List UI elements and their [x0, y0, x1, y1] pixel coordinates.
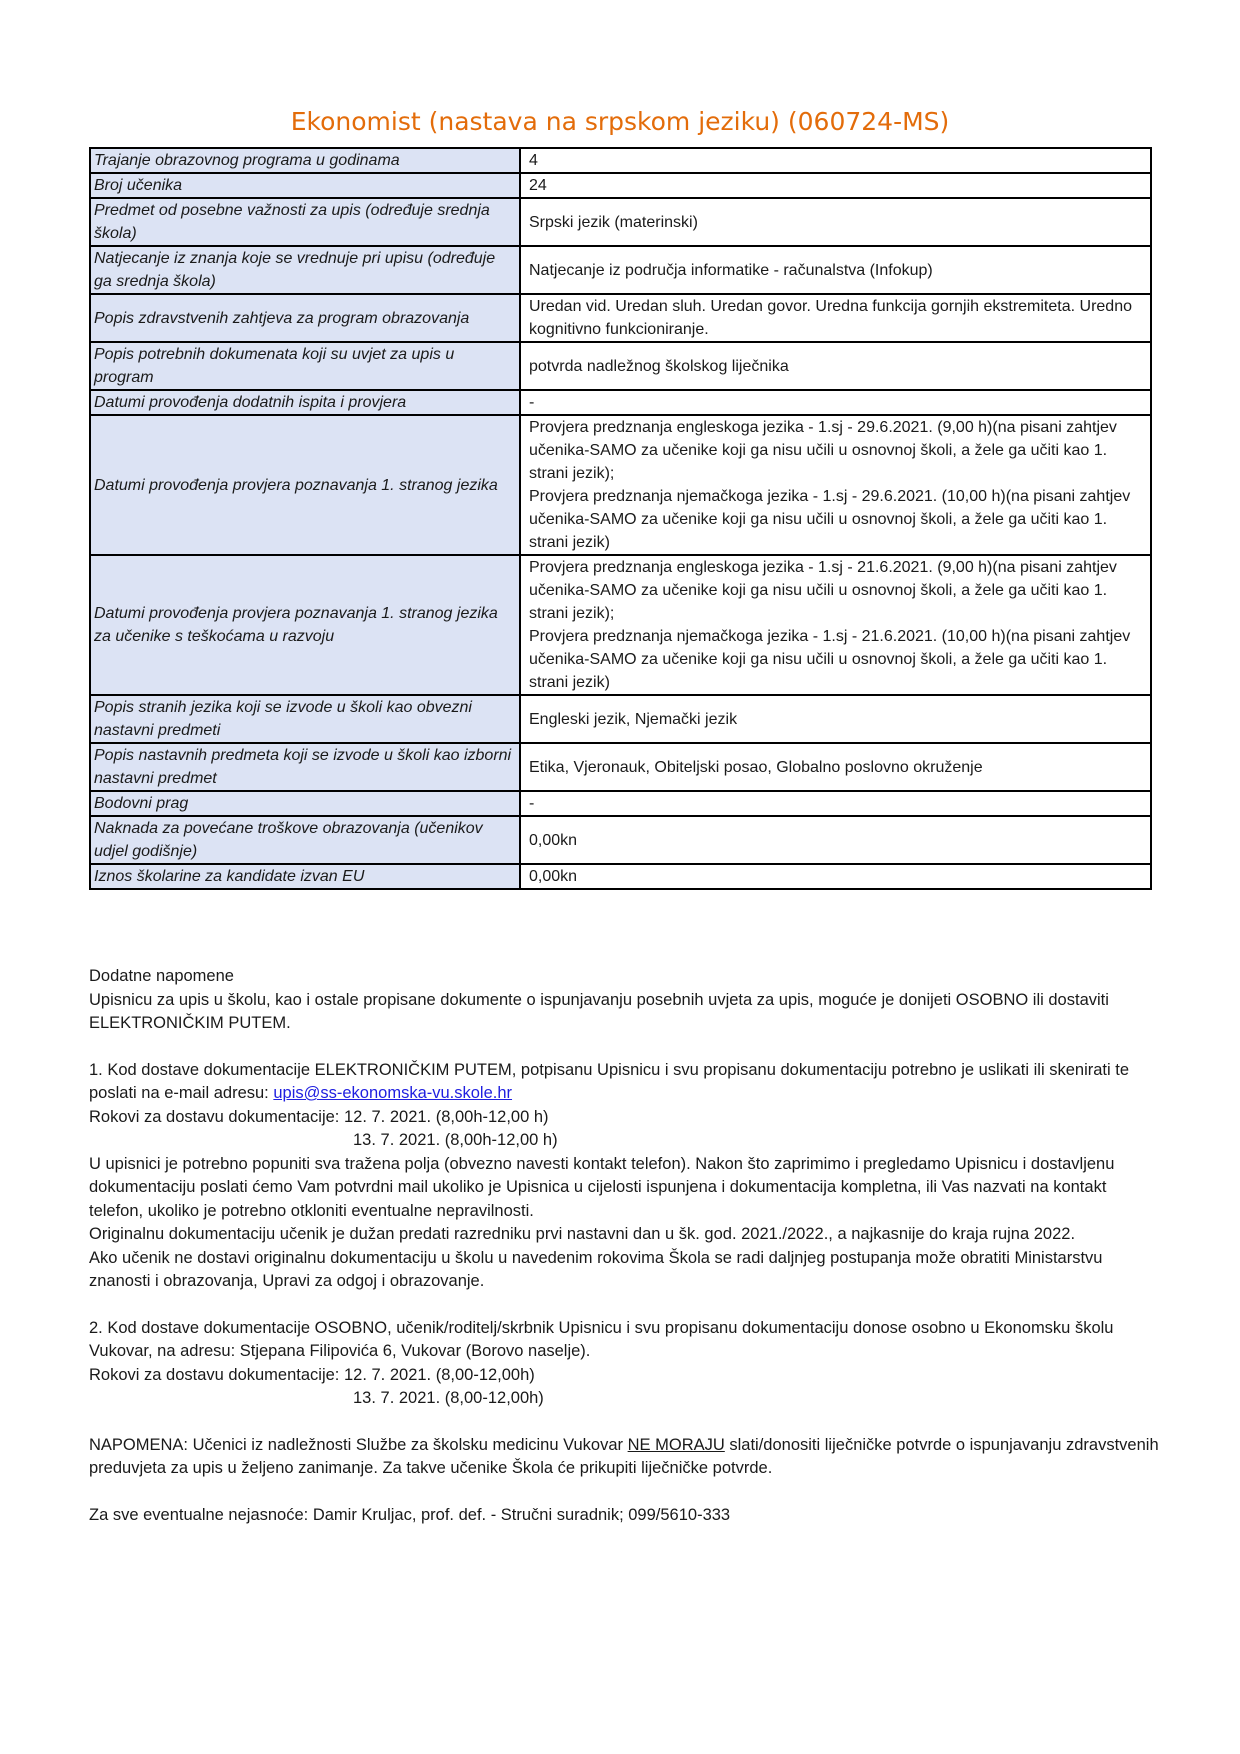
program-info-table — [89, 147, 1152, 890]
row-value — [520, 864, 1151, 889]
original-documents-note: Originalnu dokumentaciju učenik je dužan predati razredniku prvi nastavni dan u šk. god. 2021./2022., a najkasnije do kraja rujna 2022. — [89, 1225, 1076, 1243]
row-value — [520, 695, 1151, 743]
table-row — [90, 173, 1151, 198]
ministry-note: Ako učenik ne dostavi originalnu dokumentaciju u školu u navedenim rokovima Škola se radi daljnjeg postupanja može obratiti Ministarstvu znanosti i obrazovanja, Upravi za odgoj i obrazovanje. — [89, 1248, 1103, 1290]
table-row — [90, 791, 1151, 816]
row-value-text: Engleski jezik, Njemački jezik — [529, 710, 738, 728]
table-row — [90, 555, 1151, 695]
row-label: Naknada za povećane troškove obrazovanja (učenikov udjel godišnje) — [90, 816, 520, 864]
row-value-text: Provjera predznanja engleskoga jezika - 1.sj - 21.6.2021. (9,00 h)(na pisani zahtjev učenika-SAMO za učenike koji ga nisu učili u osnovnoj školi, a žele ga učiti kao 1. strani jezik); Provjera predznanja njemačkoga jezika - 1.sj - 21.6.2021. (10,00 h)(na pisani zahtjev učenika-SAMO za učenike koji ga nisu učili u osnovnoj školi, a žele ga učiti kao 1. strani jezik) — [529, 559, 1131, 691]
table-row — [90, 415, 1151, 555]
row-value — [520, 816, 1151, 864]
notes-heading: Dodatne napomene — [89, 967, 234, 985]
electronic-delivery-text: 1. Kod dostave dokumentacije ELEKTRONIČKIM PUTEM, potpisanu Upisnicu i svu propisanu dokumentaciju potrebno je uslikati ili skenirati te poslati na e-mail adresu: — [89, 1060, 1129, 1102]
row-label: Bodovni prag — [90, 791, 520, 816]
personal-deadline-2: 13. 7. 2021. (8,00-12,00h) — [353, 1389, 544, 1407]
row-value — [520, 415, 1151, 555]
row-value — [520, 294, 1151, 342]
row-value — [520, 791, 1151, 816]
row-label: Broj učenika — [90, 173, 520, 198]
row-value-text: 0,00kn — [529, 868, 578, 885]
additional-notes — [89, 965, 1159, 1527]
row-value-text: Provjera predznanja engleskoga jezika - 1.sj - 29.6.2021. (9,00 h)(na pisani zahtjev učenika-SAMO za učenike koji ga nisu učili u osnovnoj školi, a žele ga učiti kao 1. strani jezik); Provjera predznanja njemačkoga jezika - 1.sj - 29.6.2021. (10,00 h)(na pisani zahtjev učenika-SAMO za učenike koji ga nisu učili u osnovnoj školi, a žele ga učiti kao 1. strani jezik) — [529, 419, 1131, 551]
row-label: Predmet od posebne važnosti za upis (određuje srednja škola) — [90, 198, 520, 246]
row-value — [520, 173, 1151, 198]
row-value — [520, 390, 1151, 415]
email-link[interactable]: upis@ss-ekonomska-vu.skole.hr — [273, 1084, 513, 1102]
napomena-text-b: slati/donositi liječničke potvrde o ispunjavanju zdravstvenih preduvjeta za upis u željeno zanimanje. Za takve učenike Škola će prikupiti liječničke potvrde. — [89, 1435, 1159, 1477]
row-value — [520, 555, 1151, 695]
table-row — [90, 816, 1151, 864]
row-value-text: Etika, Vjeronauk, Obiteljski posao, Globalno poslovno okruženje — [529, 758, 983, 776]
row-label: Trajanje obrazovnog programa u godinama — [90, 148, 520, 173]
electronic-delivery-paragraph — [89, 1059, 1159, 1106]
row-label: Datumi provođenja provjera poznavanja 1. stranog jezika za učenike s teškoćama u razvoju — [90, 555, 520, 695]
table-row — [90, 864, 1151, 889]
row-value-text: Uredan vid. Uredan sluh. Uredan govor. Uredna funkcija gornjih ekstremiteta. Uredno kognitivno funkcioniranje. — [529, 298, 1132, 338]
personal-delivery-paragraph: 2. Kod dostave dokumentacije OSOBNO, učenik/roditelj/skrbnik Upisnicu i svu propisanu dokumentaciju donose osobno u Ekonomsku školu Vukovar, na adresu: Stjepana Filipovića 6, Vukovar (Borovo naselje). — [89, 1318, 1114, 1360]
fill-instructions: U upisnici je potrebno popuniti sva tražena polja (obvezno navesti kontakt telefon). Nakon što zaprimimo i pregledamo Upisnicu i dostavljenu dokumentaciju poslati ćemo Vam potvrdni mail ukoliko je Upisnica u cijelosti ispunjena i dokumentacija kompletna, ili Vas nazvati na kontakt telefon, ukoliko je potrebno otkloniti eventualne nepravilnosti. — [89, 1154, 1115, 1220]
row-value — [520, 148, 1151, 173]
table-row — [90, 148, 1151, 173]
electronic-deadline-2: 13. 7. 2021. (8,00h-12,00 h) — [353, 1131, 558, 1149]
row-value-text: 0,00kn — [529, 831, 578, 849]
row-label: Popis stranih jezika koji se izvode u školi kao obvezni nastavni predmeti — [90, 695, 520, 743]
row-value-text: - — [529, 795, 535, 812]
row-value — [520, 342, 1151, 390]
table-row — [90, 246, 1151, 294]
table-row — [90, 743, 1151, 791]
contact-line: Za sve eventualne nejasnoće: Damir Kruljac, prof. def. - Stručni suradnik; 099/5610-333 — [89, 1505, 731, 1524]
personal-deadline-1: Rokovi za dostavu dokumentacije: 12. 7. 2021. (8,00-12,00h) — [89, 1365, 535, 1384]
row-value-text: 4 — [529, 152, 538, 169]
row-label: Datumi provođenja dodatnih ispita i provjera — [90, 390, 520, 415]
row-label: Natjecanje iz znanja koje se vrednuje pri upisu (određuje ga srednja škola) — [90, 246, 520, 294]
row-label: Popis nastavnih predmeta koji se izvode u školi kao izborni nastavni predmet — [90, 743, 520, 791]
electronic-deadline-1: Rokovi za dostavu dokumentacije: 12. 7. 2021. (8,00h-12,00 h) — [89, 1107, 549, 1126]
table-row — [90, 390, 1151, 415]
row-value-text: Srpski jezik (materinski) — [529, 213, 698, 231]
notes-intro: Upisnicu za upis u školu, kao i ostale propisane dokumente o ispunjavanju posebnih uvjeta za upis, moguće je donijeti OSOBNO ili dostaviti ELEKTRONIČKIM PUTEM. — [89, 990, 1109, 1032]
row-value — [520, 246, 1151, 294]
row-label: Popis potrebnih dokumenata koji su uvjet za upis u program — [90, 342, 520, 390]
table-row — [90, 695, 1151, 743]
row-label: Datumi provođenja provjera poznavanja 1. stranog jezika — [90, 415, 520, 555]
napomena-note — [89, 1434, 1159, 1481]
row-value-text: Natjecanje iz područja informatike - računalstva (Infokup) — [529, 261, 933, 279]
table-row — [90, 342, 1151, 390]
napomena-underlined: NE MORAJU — [627, 1435, 725, 1454]
row-value-text: potvrda nadležnog školskog liječnika — [529, 357, 789, 375]
row-value — [520, 743, 1151, 791]
row-label: Iznos školarine za kandidate izvan EU — [90, 864, 520, 889]
page-title: Ekonomist (nastava na srpskom jeziku) (060724-MS) — [290, 106, 950, 136]
napomena-text-a: NAPOMENA: Učenici iz nadležnosti Službe za školsku medicinu Vukovar — [89, 1435, 628, 1454]
table-row — [90, 294, 1151, 342]
table-row — [90, 198, 1151, 246]
row-value-text: 24 — [529, 177, 547, 194]
row-value — [520, 198, 1151, 246]
row-label: Popis zdravstvenih zahtjeva za program obrazovanja — [90, 294, 520, 342]
row-value-text: - — [529, 394, 535, 411]
